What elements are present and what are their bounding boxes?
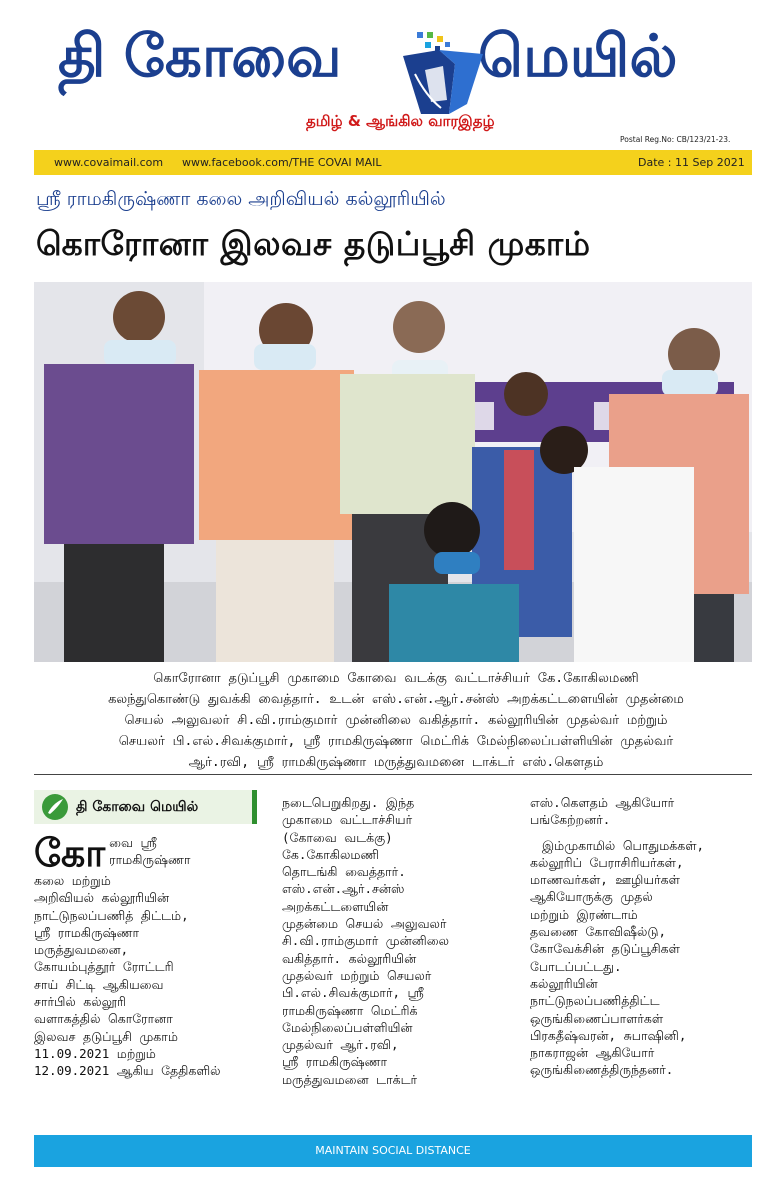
column-line: பி.எல்.சிவக்குமார், ஸ்ரீ: [282, 985, 424, 1001]
article-column-2: [282, 794, 518, 1088]
column-line: நடைபெறுகிறது. இந்த: [282, 795, 415, 810]
column-line: இம்முகாமில் பொதுமக்கள்,: [542, 837, 705, 853]
column-line: வளாகத்தில் கொரோனா: [34, 1011, 173, 1027]
event-photo: [34, 282, 752, 662]
column-line: முகாமை வட்டாச்சியர்: [282, 812, 413, 828]
article-column-3: [530, 794, 752, 1079]
column-line: கலை மற்றும்: [34, 873, 111, 888]
column-line: கோயம்புத்தூர் ரோட்டரி: [34, 959, 174, 975]
column-line: பிரகதீஷ்வரன், சுபாஷினி,: [530, 1027, 687, 1043]
masthead-subtitle: தமிழ் & ஆங்கில வாரஇதழ்: [306, 112, 495, 130]
column-line: நாட்டுநலப்பணித் திட்டம்,: [34, 907, 189, 923]
column-line: ஆகியோருக்கு முதல்: [530, 889, 653, 905]
column-line: மற்றும் இரண்டாம்: [530, 906, 638, 922]
caption-line: ஆர்.ரவி, ஸ்ரீ ராமகிருஷ்ணா மருத்துவமனை டாக்டர் எஸ்.கௌதம்: [188, 755, 604, 770]
covai-mail-logo-icon: [395, 30, 491, 118]
column-line: இலவச தடுப்பூசி முகாம்: [34, 1028, 178, 1044]
title-right: மெயில்: [478, 22, 678, 90]
column-line: ராமகிருஷ்ணா மெட்ரிக்: [282, 1002, 418, 1018]
column-line: அறக்கட்டளையின்: [282, 898, 389, 914]
column-line: பங்கேற்றனர்.: [530, 812, 611, 828]
column-line: கல்லூரிப் பேராசிரியர்கள்,: [530, 854, 684, 870]
column-line: தவணை கோவிஷீல்டு,: [530, 924, 667, 940]
column-line: முதல்வர் ஆர்.ரவி,: [282, 1037, 399, 1053]
column-line: ஸ்ரீ ராமகிருஷ்ணா: [282, 1054, 388, 1070]
column-line: எஸ்.கௌதம் ஆகியோர்: [530, 795, 675, 810]
column-line: ராமகிருஷ்ணா: [109, 852, 191, 868]
column-line: நாட்டுநலப்பணித்திட்ட: [530, 993, 660, 1009]
column-line: (கோவை வடக்கு): [282, 829, 393, 845]
column-line: நாகராஜன் ஆகியோர்: [530, 1045, 655, 1061]
column-line: வை ஸ்ரீ: [109, 835, 157, 850]
column-line: வகித்தார். கல்லூரியின்: [282, 950, 417, 966]
column-line: 11.09.2021 மற்றும்: [34, 1045, 156, 1061]
column-line: தொடங்கி வைத்தார்.: [282, 864, 406, 880]
column-line: ஒருங்கிணைப்பாளர்கள்: [530, 1010, 664, 1026]
column-line: முதன்மை செயல் அலுவலர்: [282, 916, 447, 932]
column-line: கல்லூரியின்: [530, 975, 598, 991]
quill-icon: [40, 793, 70, 821]
column-line: கே.கோகிலமணி: [282, 846, 380, 862]
column-line: சி.வி.ராம்குமார் முன்னிலை: [282, 933, 449, 949]
brand-label-box: [34, 790, 257, 824]
brand-label: தி கோவை மெயில்: [76, 799, 199, 815]
column-line: ஒருங்கிணைத்திருந்தனர்.: [530, 1062, 674, 1078]
dropcap: கோ: [34, 830, 106, 875]
column-line: சார்பில் கல்லூரி: [34, 994, 126, 1010]
column-line: எஸ்.என்.ஆர்.சன்ஸ்: [282, 881, 405, 897]
article-column-1: [34, 830, 266, 1080]
column-line: முதல்வர் மற்றும் செயலர்: [282, 967, 432, 983]
masthead: [0, 0, 782, 150]
photo-caption: [60, 668, 732, 773]
section-divider: [34, 774, 752, 775]
info-bar: [34, 150, 752, 175]
issue-date: Date : 11 Sep 2021: [638, 156, 745, 169]
caption-line: கொரோனா தடுப்பூசி முகாமை கோவை வடக்கு வட்டாச்சியர் கே.கோகிலமணி: [153, 671, 639, 686]
article-headline: கொரோனா இலவச தடுப்பூசி முகாம்: [36, 224, 591, 263]
caption-line: செயலர் பி.எல்.சிவக்குமார், ஸ்ரீ ராமகிருஷ்ணா மெட்ரிக் மேல்நிலைப்பள்ளியின் முதல்வர்: [118, 734, 674, 749]
column-line: ஸ்ரீ ராமகிருஷ்ணா: [34, 924, 140, 940]
column-line: அறிவியல் கல்லூரியின்: [34, 890, 170, 906]
footer-text: MAINTAIN SOCIAL DISTANCE: [315, 1144, 471, 1157]
column-line: மருத்துவமனை,: [34, 942, 129, 958]
caption-line: செயல் அலுவலர் சி.வி.ராம்குமார் முன்னிலை வகித்தார். கல்லூரியின் முதல்வர் மற்றும்: [124, 713, 668, 728]
vaccination-scene-illustration: [34, 282, 752, 662]
column-line: போடப்பட்டது.: [530, 958, 622, 974]
column-line: கோவேக்சின் தடுப்பூசிகள்: [530, 941, 680, 957]
column-line: மேல்நிலைப்பள்ளியின்: [282, 1019, 413, 1035]
column-line: சாய் சிட்டி ஆகியவை: [34, 976, 164, 992]
title-left: தி கோவை: [58, 22, 341, 90]
website-link[interactable]: www.covaimail.com: [54, 156, 164, 169]
column-line: மாணவர்கள், ஊழியர்கள்: [530, 872, 680, 888]
footer-banner: [34, 1135, 752, 1167]
facebook-link[interactable]: www.facebook.com/THE COVAI MAIL: [182, 156, 382, 169]
postal-registration: Postal Reg.No: CB/123/21-23.: [620, 135, 731, 144]
column-line: மருத்துவமனை டாக்டர்: [282, 1071, 418, 1087]
column-line: 12.09.2021 ஆகிய தேதிகளில்: [34, 1063, 221, 1079]
article-kicker: ஸ்ரீ ராமகிருஷ்ணா கலை அறிவியல் கல்லூரியில்: [36, 188, 446, 210]
caption-line: கலந்துகொண்டு துவக்கி வைத்தார். உடன் எஸ்.என்.ஆர்.சன்ஸ் அறக்கட்டளையின் முதன்மை: [108, 692, 684, 707]
